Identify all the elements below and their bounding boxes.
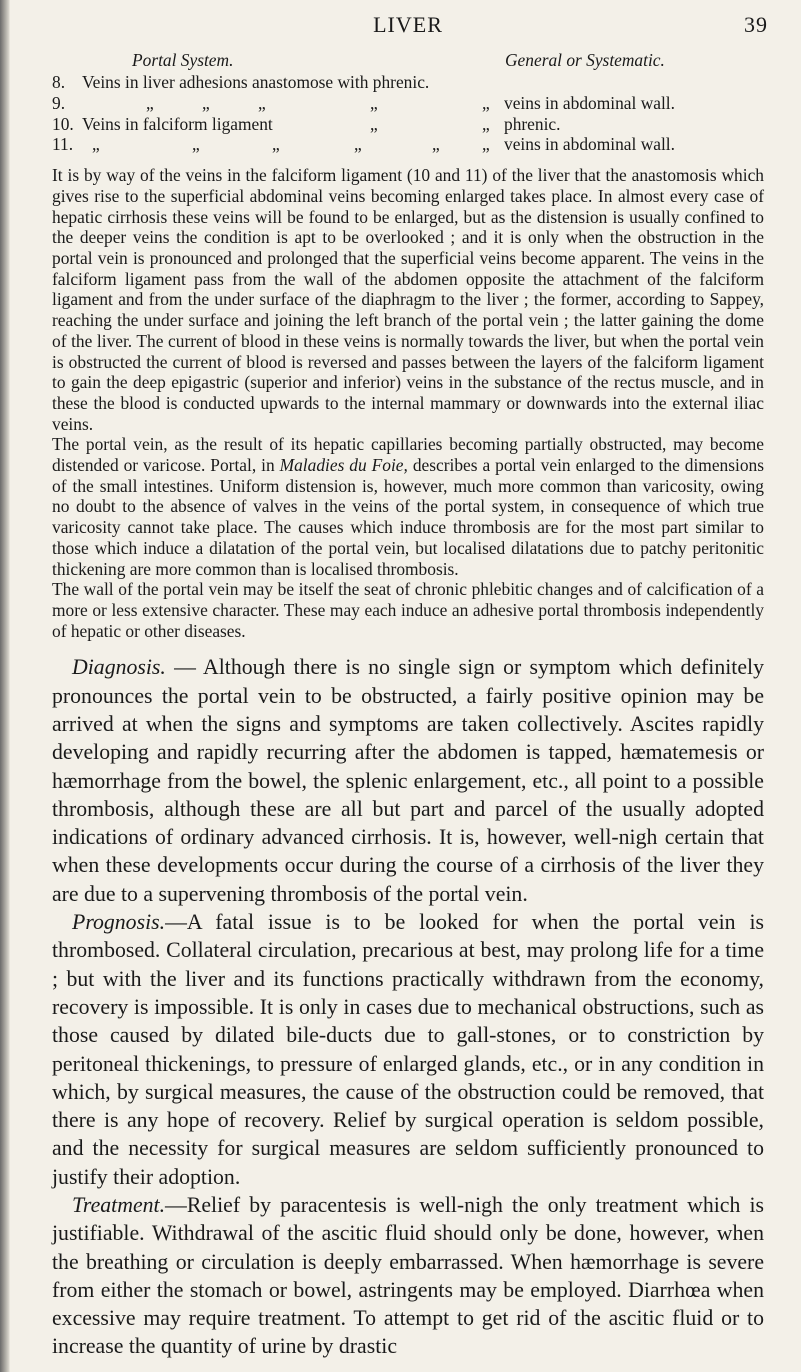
table-row (52, 72, 764, 93)
row-text: phrenic. (504, 113, 561, 134)
ditto-mark: „ (482, 92, 490, 113)
running-head (52, 10, 768, 44)
ditto-mark: „ (146, 92, 154, 113)
main-text-section (52, 653, 764, 1360)
table-header (52, 50, 764, 72)
prognosis-body: —A fatal issue is to be looked for when the portal vein is thrombosed. Collateral circulation, precarious at best, may prolong life for a time ; but with the liver and its functions practically withdrawn from the economy, recovery is impossible. It is only in cases due to mechanical obstructions, such as those caused by dilated bile-ducts due to gall-stones, or to constriction by peritoneal thickenings, to pressure of enlarged glands, etc., or in any condition in which, by surgical measures, the cause of the obstruction could be removed, that there is any hope of recovery. Relief by surgical operation is seldom possible, and the necessity for surgical measures are seldom sufficiently pronounced to justify their adoption. (52, 910, 764, 1189)
row-number: 11. (52, 134, 74, 155)
col-header-general: General or Systematic. (505, 50, 665, 70)
paragraph-prognosis (52, 908, 764, 1191)
book-binding-shadow (0, 0, 10, 1372)
paragraph-phlebitic-changes: The wall of the portal vein may be itself the seat of chronic phlebitic changes and of calcification of a more or less extensive character. These may each induce an adhesive portal thrombosis independently of hepatic or other diseases. (52, 579, 764, 641)
row-number: 10. (52, 113, 74, 134)
ditto-mark: „ (202, 92, 210, 113)
paragraph-falciform-veins: It is by way of the veins in the falciform ligament (10 and 11) of the liver that the anastomosis which gives rise to the superficial abdominal veins becoming enlarged takes place. In almost every case of hepatic cirrhosis these veins will be found to be enlarged, but as the distension is usually confined to the deeper veins the condition is apt to be overlooked ; and it is only when the obstruction in the portal vein is pronounced and prolonged that the superficial veins become apparent. The veins in the falciform ligament pass from the wall of the abdomen opposite the attachment of the falciform ligament and from the under surface of the diaphragm to the liver ; the former, according to Sappey, reaching the under surface and joining the left branch of the portal vein ; the latter gaining the dome of the liver. The current of blood in these veins is normally towards the liver, but when the portal vein is obstructed the current of blood is reversed and passes between the layers of the falciform ligament to gain the deep epigastric (superior and inferior) veins in the substance of the rectus muscle, and in these the blood is conducted upwards to the internal mammary or downwards into the external iliac veins. (52, 165, 764, 434)
paragraph-diagnosis (52, 653, 764, 908)
ditto-mark: „ (92, 134, 100, 155)
table-row (52, 93, 764, 114)
table-row (52, 114, 764, 135)
row-number: 9. (52, 92, 66, 113)
ditto-mark: „ (258, 92, 266, 113)
ditto-mark: „ (482, 113, 490, 134)
section-heading-prognosis: Prognosis. (72, 910, 166, 935)
section-heading-diagnosis: Diagnosis. (72, 655, 166, 680)
ditto-mark: „ (370, 113, 378, 134)
text-run: describes a portal vein enlarged to the dimensions of the small intestines. Uniform distension is, however, much more common than varicosity, owing no doubt to the absence of valves in the veins of the portal system, in consequence of which true varicosity cannot take place. The causes which induce thrombosis are for the most part similar to those which induce a dilatation of the portal vein, but localised dilatations due to patchy peritonitic thickening are more common than is localised thrombosis. (52, 455, 765, 579)
paragraph-treatment (52, 1191, 764, 1361)
ditto-mark: „ (432, 134, 440, 155)
page-number: 39 (744, 12, 768, 37)
diagnosis-body: — Although there is no single sign or symptom which definitely pronounces the portal vein to be obstructed, a fairly positive opinion may be arrived at when the signs and symptoms are taken collectively. Ascites rapidly developing and rapidly recurring after the abdomen is tapped, hæmatemesis or hæmorrhage from the bowel, the splenic enlargement, etc., all point to a possible thrombosis, although these are all but part and parcel of the usually adopted indications of ordinary advanced cirrhosis. It is, however, well-nigh certain that when these developments occur during the course of a cirrhosis of the liver they are due to a supervening thrombosis of the portal vein. (52, 655, 764, 906)
small-print-section (52, 165, 764, 641)
paragraph-portal-distension (52, 434, 764, 579)
row-number: 8. (52, 72, 66, 92)
ditto-mark: „ (482, 134, 490, 155)
italic-title: Maladies du Foie, (279, 455, 408, 476)
treatment-body: —Relief by paracentesis is well-nigh the only treatment which is justifiable. Withdrawal of the ascitic fluid should only be done, however, when the breathing or circulation is deeply embarrassed. When hæmorrhage is severe from either the stomach or bowel, astringents may be employed. Diarrhœa when excessive may require treatment. To attempt to get rid of the ascitic fluid or to increase the quantity of urine by drastic (52, 1193, 764, 1359)
table-row (52, 134, 764, 155)
section-heading-treatment: Treatment. (72, 1193, 166, 1217)
vein-anastomosis-table (52, 50, 764, 155)
text-run: The portal vein, as the result of its hepatic capillaries becoming partially obstructed, may become distended or varicose. Portal, in (52, 434, 764, 476)
row-text: Veins in falciform ligament (82, 113, 273, 134)
ditto-mark: „ (354, 134, 362, 155)
row-text: veins in abdominal wall. (504, 92, 675, 113)
row-text: Veins in liver adhesions anastomose with phrenic. (82, 72, 430, 92)
running-head-title: LIVER (373, 12, 443, 37)
ditto-mark: „ (192, 134, 200, 155)
col-header-portal: Portal System. (132, 50, 234, 70)
ditto-mark: „ (272, 134, 280, 155)
row-text: veins in abdominal wall. (504, 134, 675, 155)
ditto-mark: „ (370, 92, 378, 113)
book-page (52, 10, 768, 1361)
